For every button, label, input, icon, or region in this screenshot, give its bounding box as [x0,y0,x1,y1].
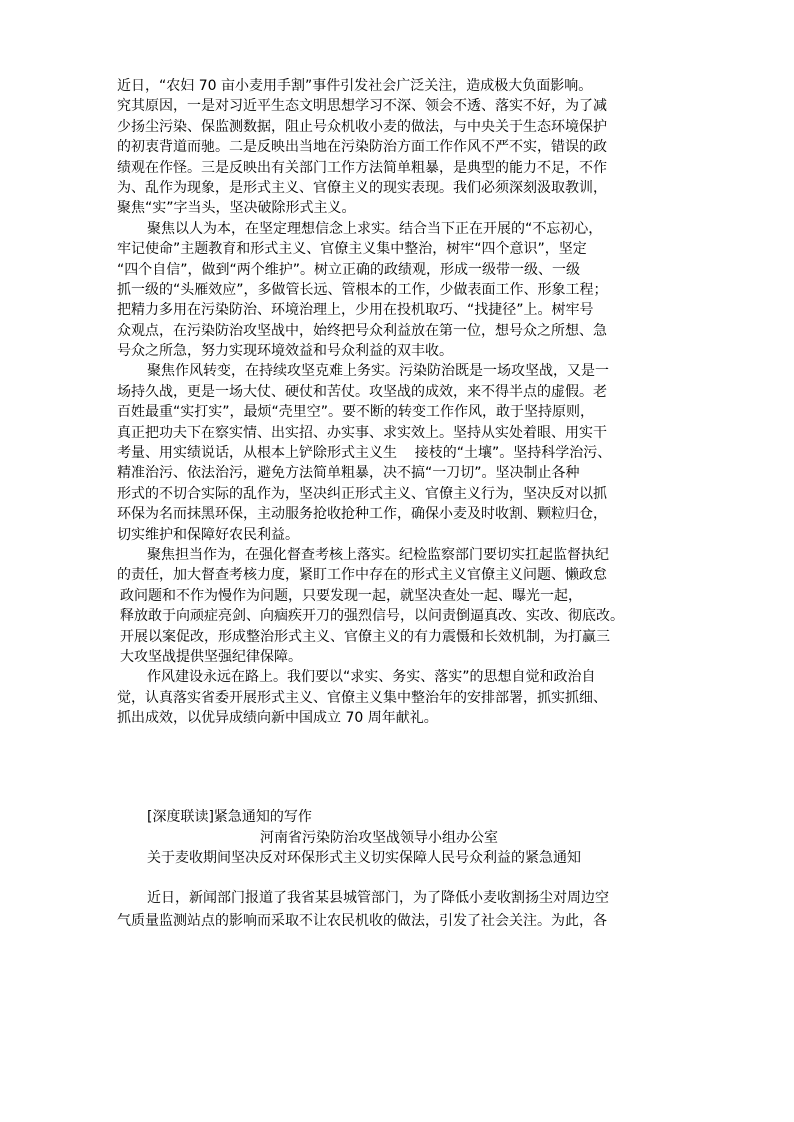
paragraph-first-line: 聚焦以人为本，在坚定理想信念上求实。结合当下正在开展的“不忘初心， [147,220,603,237]
paragraph-line: 为、乱作为现象，是形式主义、官僚主义的现实表现。我们必须深刻汲取教训， [117,179,607,196]
paragraph-line: 场持久战，更是一场大仗、硬仗和苦仗。攻坚战的成效，来不得半点的虚假。老 [117,383,607,400]
notice-line: 气质量监测站点的影响而采取不让农民机收的做法，引发了社会关注。为此，各 [117,913,607,929]
issuing-organization: 河南省污染防治攻坚战领导小组办公室 [260,830,498,846]
paragraph-first-line: 近日，“农妇 70 亩小麦用手割”事件引发社会广泛关注，造成极大负面影响。 [117,78,593,94]
paragraph-line: 聚焦“实”字当头，坚决破除形式主义。 [117,200,356,217]
paragraph-line: 究其原因，一是对习近平生态文明思想学习不深、领会不透、落实不好，为了减 [117,98,607,115]
paragraph-line: 绩观在作怪。三是反映出有关部门工作方法简单粗暴，是典型的能力不足，不作 [117,159,607,176]
paragraph-line: 考量、用实绩说话，从根本上铲除形式主义生 接枝的“土壤”。坚持科学治污、 [117,445,612,462]
paragraph-line: 切实维护和保障好农民利益。 [117,526,299,543]
paragraph-first-line: 作风建设永远在路上。我们要以“求实、务实、落实”的思想自觉和政治自 [147,669,596,686]
paragraph-line: 真正把功夫下在察实情、出实招、办实事、求实效上。坚持从实处着眼、用实干 [117,424,607,441]
paragraph-line: 大攻坚战提供坚强纪律保障。 [120,648,302,665]
paragraph-line: 百姓最重“实打实”，最烦“壳里空”。要不断的转变工作作风，敢于坚持原则， [117,404,595,421]
paragraph-line: 抓出成效，以优异成绩向新中国成立 70 周年献礼。 [117,710,438,727]
paragraph-line: 释放敢于向顽症亮剑、向痼疾开刀的强烈信号，以问责倒逼真改、实改、彻底改。 [120,608,624,625]
paragraph-line: 把精力多用在污染防治、环境治理上，少用在投机取巧、“找捷径”上。树牢号 [117,302,594,319]
article-body [117,76,637,729]
paragraph-line: 的责任，加大督查考核力度，紧盯工作中存在的形式主义官僚主义问题、懒政怠 [117,567,607,584]
paragraph-line: 形式的不切合实际的乱作为，坚决纠正形式主义、官僚主义行为，坚决反对以抓 [117,485,607,502]
paragraph-line: 少扬尘污染、保监测数据，阻止号众机收小麦的做法，与中央关于生态环境保护 [117,118,607,135]
paragraph-line: 的初衷背道而驰。二是反映出当地在污染防治方面工作作风不严不实，错误的政 [117,139,607,156]
notice-line: 近日，新闻部门报道了我省某县城管部门，为了降低小麦收割扬尘对周边空 [147,890,609,906]
paragraph-line: 环保为名而抹黑环保，主动服务抢收抢种工作，确保小麦及时收割、颗粒归仓， [117,506,607,523]
paragraph-line: “四个自信”，做到“两个维护”。树立正确的政绩观，形成一级带一级、一级 [117,261,581,278]
paragraph-line: 抓一级的“头雁效应”，多做管长远、管根本的工作，少做表面工作、形象工程； [117,281,608,298]
paragraph-line: 牢记使命”主题教育和形式主义、官僚主义集中整治，树牢“四个意识”，坚定 [117,241,587,258]
related-link-title[interactable]: [深度联读]紧急通知的写作 [147,809,312,825]
paragraph-line: 政问题和不作为慢作为问题，只要发现一起，就坚决查处一起、曝光一起， [120,587,582,604]
paragraph-line: 众观点，在污染防治攻坚战中，始终把号众利益放在第一位，想号众之所想、急 [117,322,607,339]
paragraph-line: 觉，认真落实省委开展形式主义、官僚主义集中整治年的安排部署，抓实抓细、 [117,689,607,706]
paragraph-line: 开展以案促改，形成整治形式主义、官僚主义的有力震慑和长效机制，为打赢三 [120,628,610,645]
paragraph-first-line: 聚焦作风转变，在持续攻坚克难上务实。污染防治既是一场攻坚战，又是一 [147,363,609,380]
notice-title: 关于麦收期间坚决反对环保形式主义切实保障人民号众利益的紧急通知 [147,850,581,866]
notice-body [117,887,637,933]
paragraph-line: 精准治污、依法治污，避免方法简单粗暴，决不搞“一刀切”。坚决制止各种 [117,465,580,482]
paragraph-line: 号众之所急，努力实现环境效益和号众利益的双丰收。 [117,343,453,360]
paragraph-first-line: 聚焦担当作为，在强化督查考核上落实。纪检监察部门要切实扛起监督执纪 [147,546,609,563]
